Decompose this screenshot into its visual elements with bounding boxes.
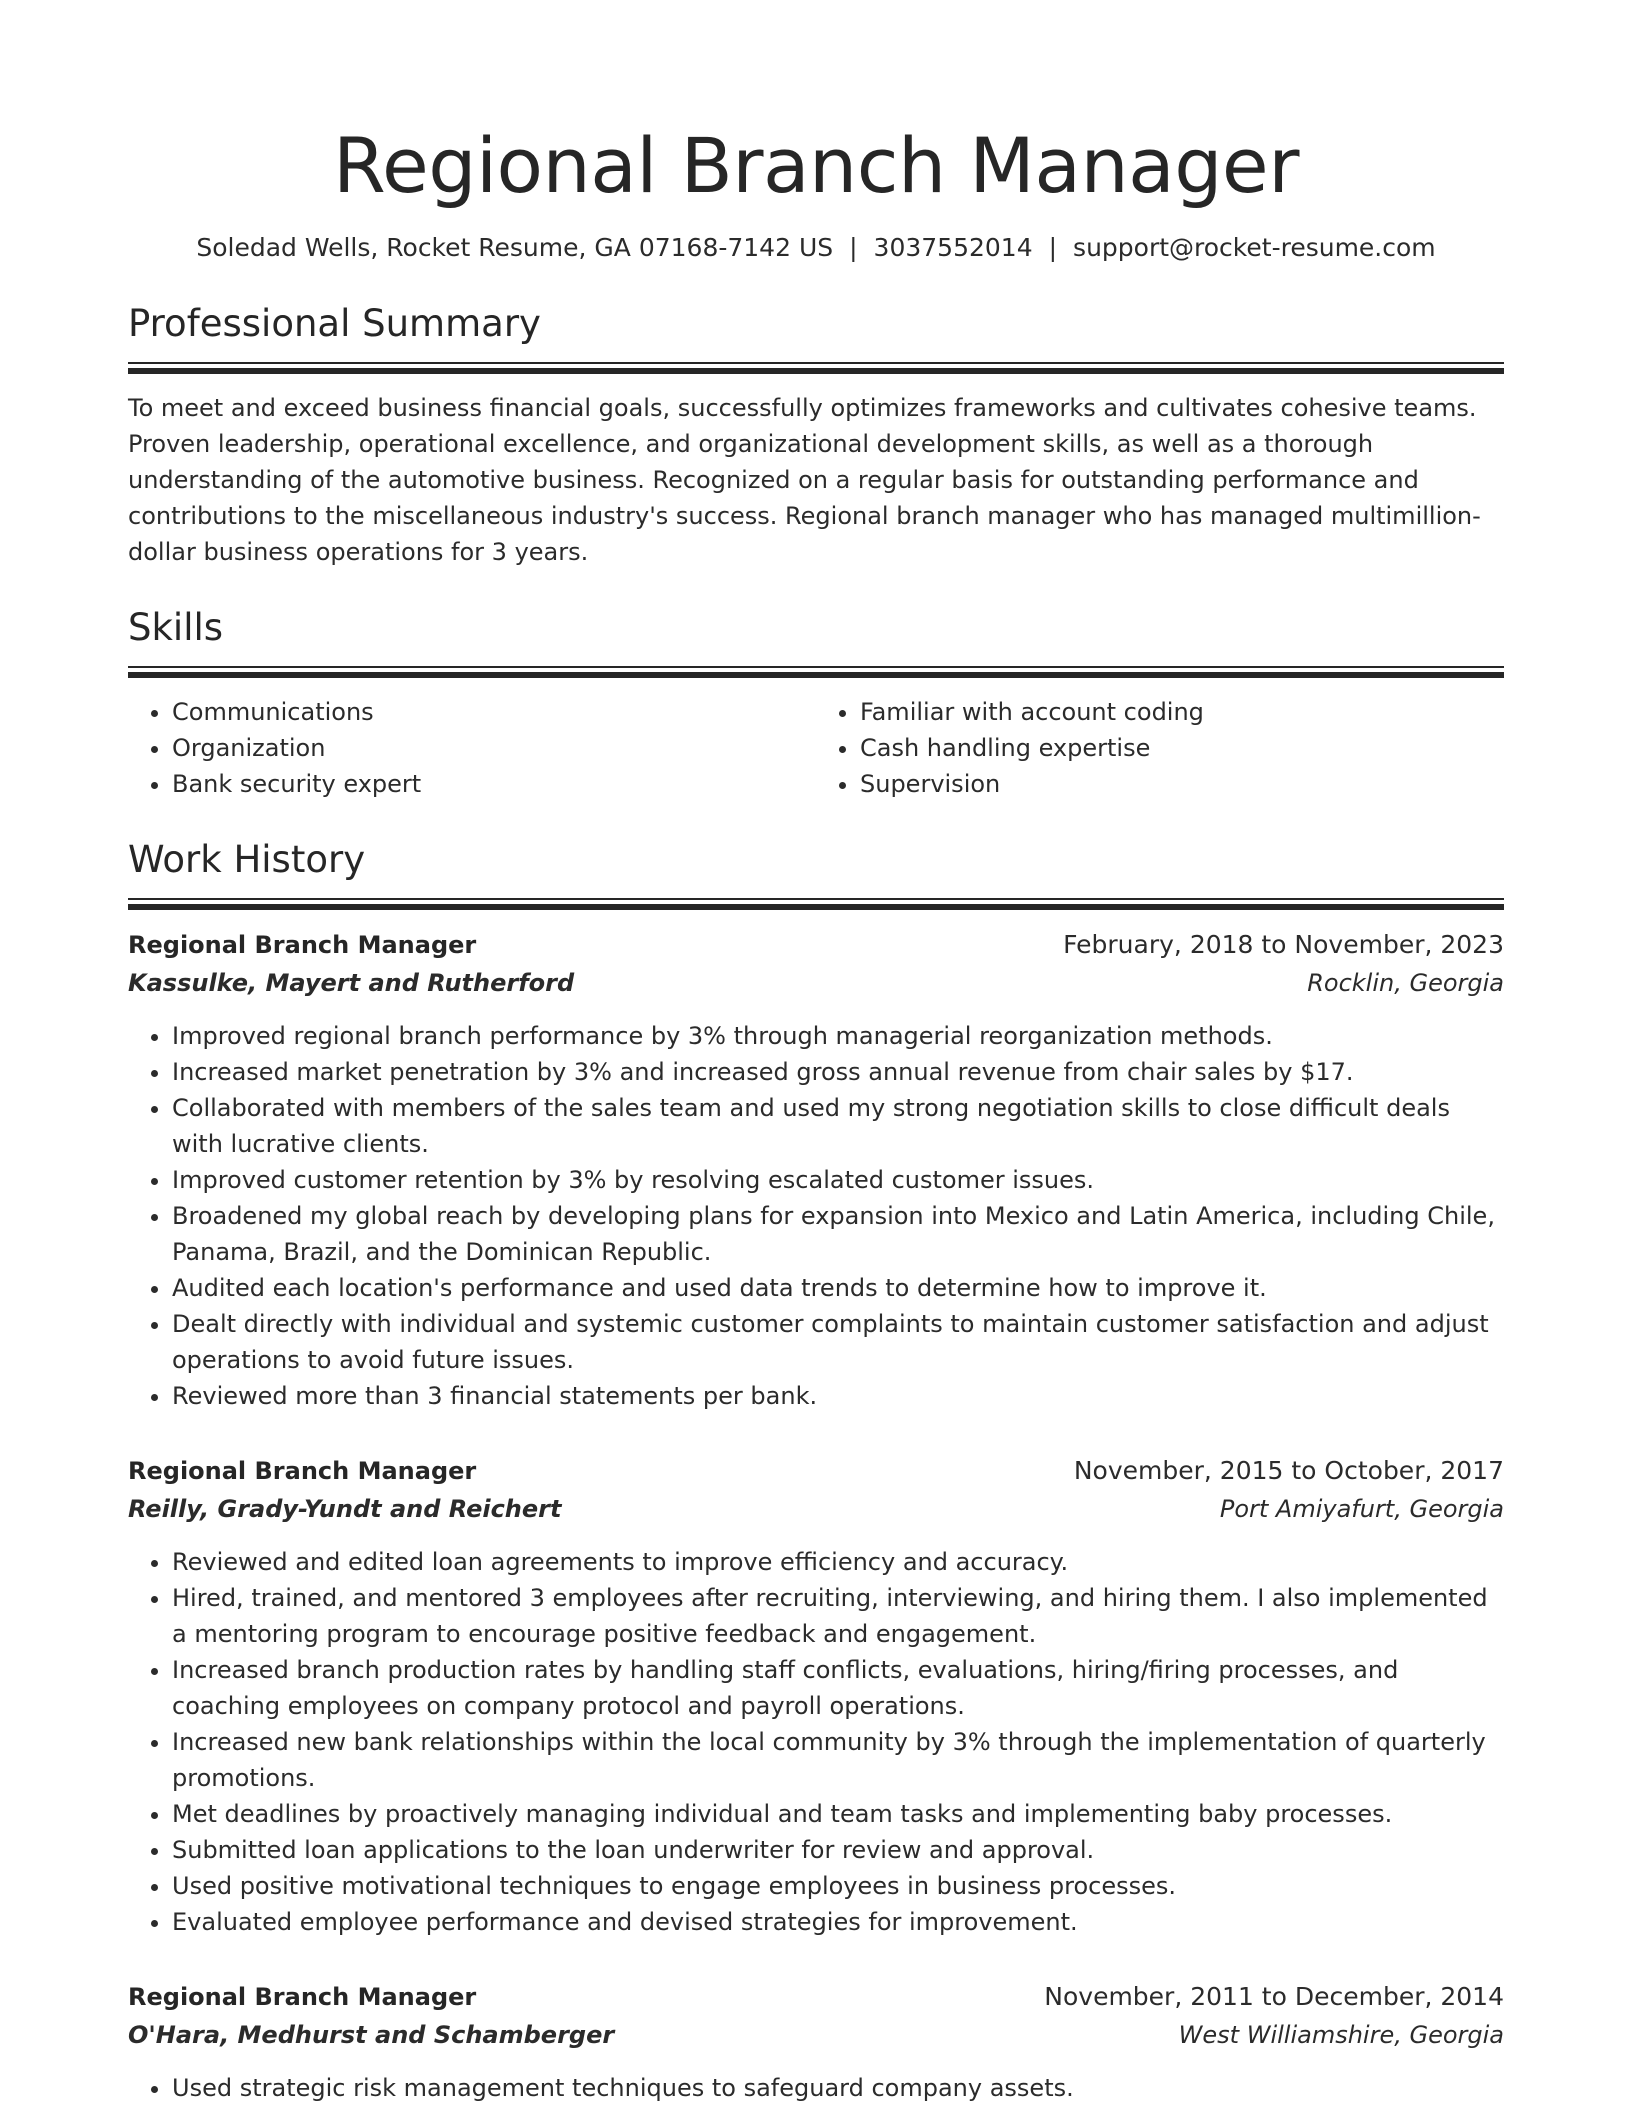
contact-separator: | bbox=[1048, 233, 1058, 262]
job-subheader-row bbox=[128, 1490, 1504, 1528]
job-bullets bbox=[128, 1544, 1504, 1940]
job-subheader-row bbox=[128, 2016, 1504, 2054]
skill-item: • Supervision bbox=[860, 766, 1504, 802]
job-bullet: • Broadened my global reach by developing plans for expansion into Mexico and Latin America, including Chile, Panama, Brazil, and the Dominican Republic. bbox=[172, 1198, 1504, 1270]
skills-column-left bbox=[128, 694, 816, 802]
contact-separator: | bbox=[849, 233, 858, 262]
job-title: Regional Branch Manager bbox=[128, 1457, 477, 1485]
job-entry bbox=[128, 1452, 1504, 1940]
summary-text: To meet and exceed business financial goals, successfully optimizes frameworks and cultivates cohesive teams. Proven leadership, operational excellence, and organizational development skills, as well as a thorough understanding of the automotive business. Recognized on a regular basis for outstanding performance and contributions to the miscellaneous industry's success. Regional branch manager who has managed multimillion-dollar business operations for 3 years. bbox=[128, 394, 1481, 566]
job-company: Reilly, Grady-Yundt and Reichert bbox=[128, 1495, 562, 1523]
section-divider bbox=[128, 666, 1504, 678]
professional-summary-section bbox=[128, 300, 1504, 570]
job-bullet: • Audited each location's performance and used data trends to determine how to improve it. bbox=[172, 1270, 1504, 1306]
section-heading: Work History bbox=[128, 838, 366, 881]
section-heading: Skills bbox=[128, 606, 224, 649]
job-header-row bbox=[128, 1452, 1504, 1490]
job-header-row bbox=[128, 926, 1504, 964]
job-bullet: • Used positive motivational techniques to engage employees in business processes. bbox=[172, 1868, 1504, 1904]
job-bullet: • Evaluated employee performance and devised strategies for improvement. bbox=[172, 1904, 1504, 1940]
job-bullet: • Dealt directly with individual and systemic customer complaints to maintain customer satisfaction and adjust operations to avoid future issues. bbox=[172, 1306, 1504, 1378]
job-dates: November, 2015 to October, 2017 bbox=[1073, 1456, 1504, 1485]
job-bullet: • Used strategic risk management techniques to safeguard company assets. bbox=[172, 2070, 1504, 2106]
section-divider bbox=[128, 898, 1504, 910]
job-location: Port Amiyafurt, Georgia bbox=[1219, 1495, 1504, 1523]
job-entry bbox=[128, 1978, 1504, 2106]
job-bullet: • Increased branch production rates by handling staff conflicts, evaluations, hiring/firing processes, and coaching employees on company protocol and payroll operations. bbox=[172, 1652, 1504, 1724]
section-heading: Professional Summary bbox=[128, 302, 541, 345]
job-entry bbox=[128, 926, 1504, 1414]
skill-item: • Bank security expert bbox=[172, 766, 816, 802]
job-dates: February, 2018 to November, 2023 bbox=[1063, 930, 1504, 959]
resume-title: Regional Branch Manager bbox=[333, 121, 1299, 210]
job-bullet: • Submitted loan applications to the loan underwriter for review and approval. bbox=[172, 1832, 1504, 1868]
job-header-row bbox=[128, 1978, 1504, 2016]
job-dates: November, 2011 to December, 2014 bbox=[1044, 1982, 1504, 2011]
work-history-section bbox=[128, 836, 1504, 2106]
job-bullet: • Hired, trained, and mentored 3 employees after recruiting, interviewing, and hiring them. I also implemented a mentoring program to encourage positive feedback and engagement. bbox=[172, 1580, 1504, 1652]
job-bullet: • Collaborated with members of the sales team and used my strong negotiation skills to close difficult deals with lucrative clients. bbox=[172, 1090, 1504, 1162]
job-bullet: • Increased market penetration by 3% and increased gross annual revenue from chair sales by $17. bbox=[172, 1054, 1504, 1090]
job-bullet: • Improved regional branch performance by 3% through managerial reorganization methods. bbox=[172, 1018, 1504, 1054]
job-title: Regional Branch Manager bbox=[128, 1983, 477, 2011]
skills-grid bbox=[128, 694, 1504, 802]
skill-item: • Familiar with account coding bbox=[860, 694, 1504, 730]
skill-item: • Cash handling expertise bbox=[860, 730, 1504, 766]
contact-email: support@rocket-resume.com bbox=[1073, 233, 1436, 262]
contact-line bbox=[128, 230, 1504, 266]
job-bullet: • Improved customer retention by 3% by resolving escalated customer issues. bbox=[172, 1162, 1504, 1198]
job-company: O'Hara, Medhurst and Schamberger bbox=[128, 2021, 615, 2049]
skill-item: • Organization bbox=[172, 730, 816, 766]
job-bullets bbox=[128, 1018, 1504, 1414]
contact-address: Soledad Wells, Rocket Resume, GA 07168-7142 US bbox=[196, 233, 834, 262]
job-title: Regional Branch Manager bbox=[128, 931, 477, 959]
job-company: Kassulke, Mayert and Rutherford bbox=[128, 969, 575, 997]
skill-item: • Communications bbox=[172, 694, 816, 730]
job-bullet: • Met deadlines by proactively managing individual and team tasks and implementing baby processes. bbox=[172, 1796, 1504, 1832]
job-location: Rocklin, Georgia bbox=[1307, 969, 1504, 997]
job-bullet: • Reviewed and edited loan agreements to improve efficiency and accuracy. bbox=[172, 1544, 1504, 1580]
job-bullet: • Reviewed more than 3 financial statements per bank. bbox=[172, 1378, 1504, 1414]
contact-phone: 3037552014 bbox=[873, 233, 1033, 262]
skills-column-right bbox=[816, 694, 1504, 802]
job-location: West Williamshire, Georgia bbox=[1178, 2021, 1504, 2049]
job-bullets bbox=[128, 2070, 1504, 2106]
section-divider bbox=[128, 362, 1504, 374]
skills-section bbox=[128, 604, 1504, 802]
job-subheader-row bbox=[128, 964, 1504, 1002]
job-bullet: • Increased new bank relationships within the local community by 3% through the implementation of quarterly promotions. bbox=[172, 1724, 1504, 1796]
